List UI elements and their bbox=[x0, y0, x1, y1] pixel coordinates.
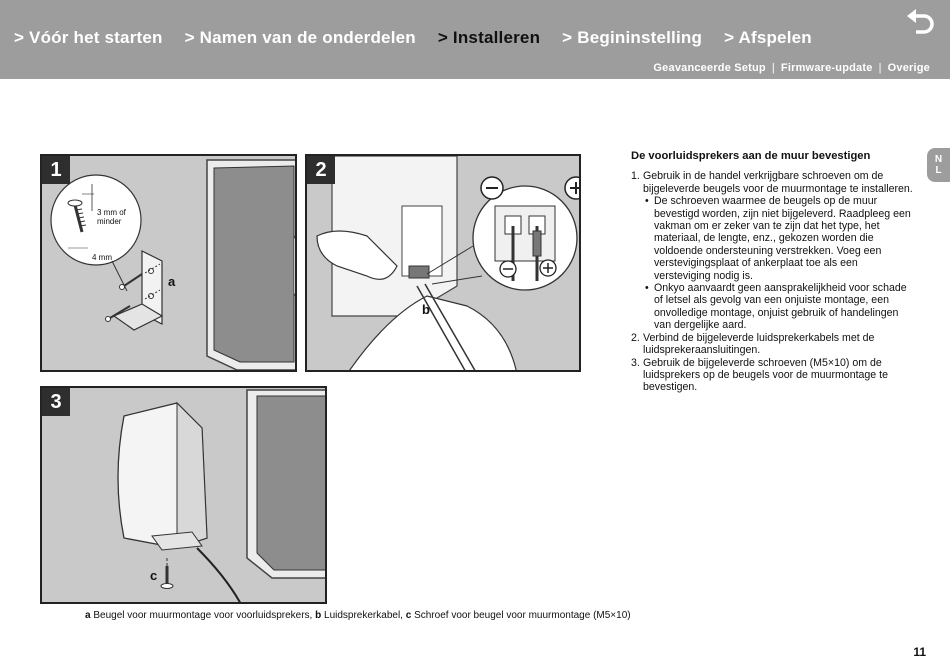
bullet-item: • Onkyo aanvaardt geen aansprakelijkheid voor schade of letsel als gevolg van een onjuiste montage, een onvolledige montage, onjuist gebruik of handelingen van dergelijke aard. bbox=[643, 282, 916, 332]
caption-key-b: b bbox=[315, 610, 322, 621]
step-number: 1. bbox=[631, 170, 640, 183]
illustration-panel-1 bbox=[40, 154, 297, 372]
caption-key-c: c bbox=[405, 610, 412, 621]
page-number: 11 bbox=[913, 645, 926, 659]
illustration-panel-2 bbox=[305, 154, 581, 372]
language-tab-letter: L bbox=[935, 165, 942, 176]
instructions-column bbox=[631, 150, 916, 394]
panel-number: 2 bbox=[307, 156, 335, 184]
note-3mm: 3 mm of bbox=[97, 208, 126, 217]
step-text: Gebruik in de handel verkrijgbare schroeven om de bijgeleverde beugels voor de muurmontage te installeren. bbox=[643, 170, 913, 195]
label-a: a bbox=[168, 274, 176, 289]
illustration-panel-3 bbox=[40, 386, 327, 604]
speaker-cable-illustration bbox=[307, 156, 581, 372]
top-navigation-bar bbox=[0, 0, 950, 79]
subnav-separator: | bbox=[878, 62, 882, 74]
step-number: 3. bbox=[631, 356, 640, 369]
step-item bbox=[631, 170, 916, 331]
step-text: Verbind de bijgeleverde luidsprekerkabels met de luidsprekeraansluitingen. bbox=[643, 331, 875, 357]
note-4mm: 4 mm bbox=[92, 253, 112, 262]
label-b: b bbox=[422, 302, 430, 317]
nav-begininstelling[interactable]: > Begininstelling bbox=[562, 28, 703, 47]
step-number: 2. bbox=[631, 331, 640, 344]
language-tab-letter: N bbox=[934, 154, 943, 165]
note-minder: minder bbox=[97, 217, 122, 226]
panel-number: 1 bbox=[42, 156, 70, 184]
return-arrow-icon[interactable] bbox=[904, 8, 938, 38]
step-item bbox=[631, 357, 916, 394]
step-bullets bbox=[643, 195, 916, 331]
label-c: c bbox=[150, 568, 158, 583]
main-nav bbox=[14, 28, 834, 48]
nav-voor-het-starten[interactable]: > Vóór het starten bbox=[14, 28, 163, 47]
wall-bracket-illustration bbox=[42, 156, 297, 372]
subnav-geavanceerde-setup[interactable]: Geavanceerde Setup bbox=[653, 62, 766, 74]
subnav-separator: | bbox=[771, 62, 775, 74]
step-item bbox=[631, 332, 916, 357]
caption-text-b: Luidsprekerkabel, bbox=[321, 610, 406, 621]
step-list bbox=[631, 170, 916, 393]
nav-namen-van-de-onderdelen[interactable]: > Namen van de onderdelen bbox=[184, 28, 416, 47]
step-text: Gebruik de bijgeleverde schroeven (M5×10) om de luidsprekers op de beugels voor de muurmontage te bevestigen. bbox=[643, 356, 888, 394]
figure-caption bbox=[85, 610, 631, 621]
caption-text-a: Beugel voor muurmontage voor voorluidsprekers, bbox=[90, 610, 316, 621]
speaker-mounting-illustration bbox=[42, 388, 327, 604]
panel-number: 3 bbox=[42, 388, 70, 416]
bullet-item: • De schroeven waarmee de beugels op de muur bevestigd worden, zijn niet bijgeleverd. Raadpleeg een vakman om er zeker van te zijn dat het type, het materiaal, de lengte, enz., gekozen worden die voldoende ondersteuning verstrekken. Voeg een verstevigingsplaat of ankerplaat toe als een versteviging nodig is. bbox=[643, 195, 916, 282]
nav-afspelen[interactable]: > Afspelen bbox=[724, 28, 812, 47]
language-tab[interactable] bbox=[927, 148, 950, 182]
caption-text-c: Schroef voor beugel voor muurmontage (M5×10) bbox=[411, 610, 631, 621]
sub-navigation bbox=[653, 62, 930, 74]
caption-key-a: a bbox=[85, 610, 91, 621]
subnav-firmware-update[interactable]: Firmware-update bbox=[780, 62, 873, 74]
subnav-overige[interactable]: Overige bbox=[887, 62, 930, 74]
section-title: De voorluidsprekers aan de muur bevestigen bbox=[631, 150, 871, 162]
nav-installeren[interactable]: > Installeren bbox=[437, 28, 541, 47]
